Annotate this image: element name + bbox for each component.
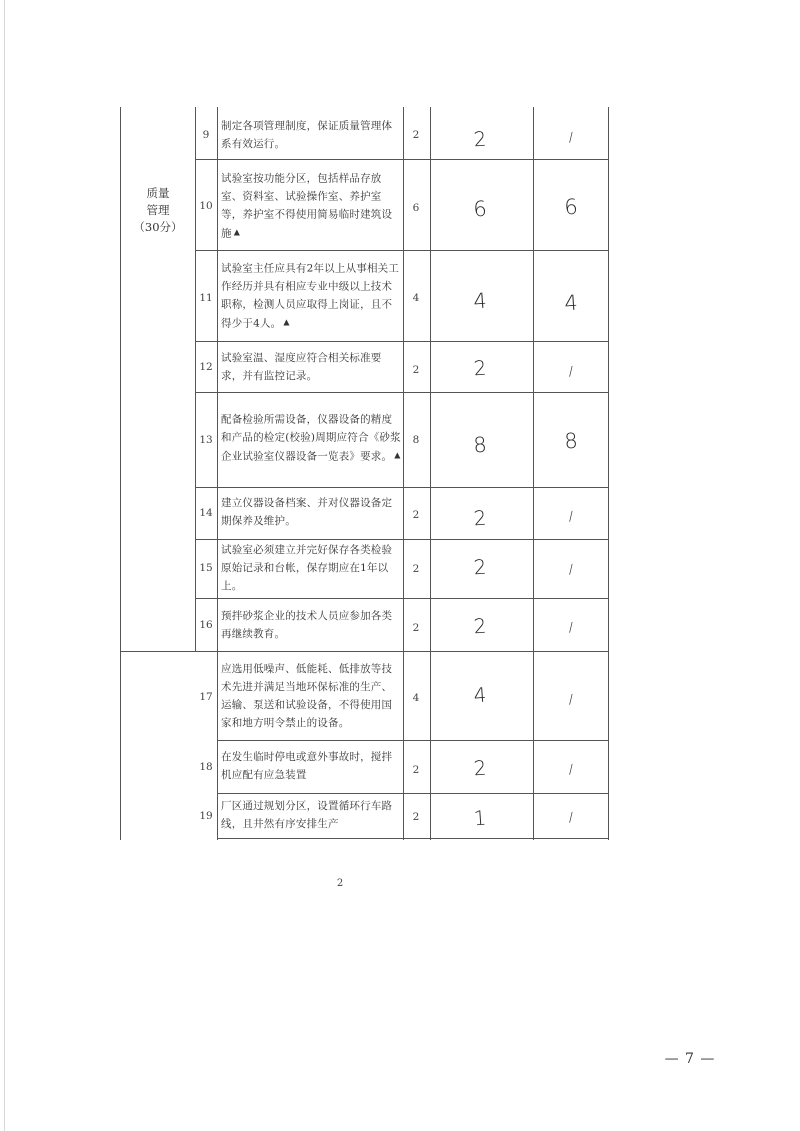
item-points: 4 <box>412 292 420 304</box>
row-divider <box>195 159 609 160</box>
item-points: 8 <box>412 434 420 446</box>
item-number: 12 <box>199 361 213 373</box>
row-divider <box>217 793 609 794</box>
item-requirement <box>221 541 401 595</box>
item-number: 19 <box>199 810 213 822</box>
inner-page-number: 2 <box>336 878 344 889</box>
item-number: 11 <box>199 292 213 304</box>
key-item-mark: ▲ <box>283 317 290 327</box>
item-number: 9 <box>202 129 210 141</box>
row-divider <box>195 539 609 540</box>
key-item-mark: ▲ <box>394 450 401 460</box>
self-score: 1 <box>472 805 488 831</box>
column-divider-requirement <box>403 107 404 840</box>
review-score: / <box>568 364 574 380</box>
self-score: 2 <box>472 755 488 781</box>
item-requirement <box>221 260 401 333</box>
review-score: / <box>568 762 574 778</box>
table-border-left <box>120 107 121 840</box>
item-number: 14 <box>199 507 213 519</box>
requirement-text: 配备检验所需设备，仪器设备的精度和产品的检定(校验)周期应符合《砂浆企业试验室仪器设备一览表》要求。 <box>221 413 401 463</box>
item-number: 17 <box>199 691 213 703</box>
item-points: 2 <box>412 563 420 575</box>
column-divider-number <box>217 107 218 840</box>
footer-page-number: — 7 — <box>664 1051 716 1067</box>
item-requirement <box>221 660 401 732</box>
item-points: 2 <box>412 364 420 376</box>
self-score: 6 <box>472 196 488 222</box>
review-score: / <box>568 509 574 525</box>
row-divider <box>195 250 609 251</box>
review-score: / <box>568 130 574 146</box>
review-score: 4 <box>563 290 579 316</box>
item-number: 16 <box>199 619 213 631</box>
category-score: （30分） <box>133 220 183 234</box>
self-score: 2 <box>472 355 488 381</box>
item-requirement <box>221 797 401 833</box>
requirement-text: 建立仪器设备档案、并对仪器设备定期保养及维护。 <box>221 497 393 527</box>
item-requirement <box>221 170 401 243</box>
review-score: 8 <box>563 428 579 454</box>
review-score: 6 <box>563 194 579 220</box>
requirement-text: 在发生临时停电或意外事故时，搅拌机应配有应急装置 <box>221 751 393 781</box>
requirement-text: 应选用低噪声、低能耗、低排放等技术先进并满足当地环保标准的生产、运输、泵送和试验设备，不得使用国家和地方明令禁止的设备。 <box>221 663 393 729</box>
item-points: 2 <box>412 764 420 776</box>
key-item-mark: ▲ <box>233 227 241 237</box>
self-score: 8 <box>472 432 488 458</box>
category-name-line1: 质量 <box>146 186 170 200</box>
self-score: 2 <box>472 554 488 580</box>
column-divider-points <box>430 107 431 840</box>
review-score: / <box>568 562 574 578</box>
scan-edge <box>4 0 5 1131</box>
requirement-text: 试验室按功能分区，包括样品存放室、资料室、试验操作室、养护室等，养护室不得使用简易临时建筑设施 <box>221 172 393 240</box>
self-score: 2 <box>472 613 488 639</box>
row-divider <box>195 487 609 488</box>
category-name-line2: 管理 <box>146 203 170 217</box>
requirement-text: 试验室温、湿度应符合相关标准要求，并有监控记录。 <box>221 352 382 382</box>
item-requirement <box>221 748 401 784</box>
review-score: / <box>568 810 574 826</box>
row-divider <box>195 341 609 342</box>
item-requirement <box>221 349 401 385</box>
item-number: 13 <box>199 434 213 446</box>
row-divider <box>217 740 609 741</box>
item-requirement <box>221 607 401 643</box>
item-requirement <box>221 117 401 153</box>
item-number: 10 <box>199 200 213 212</box>
item-points: 6 <box>412 202 420 214</box>
item-requirement <box>221 494 401 530</box>
requirement-text: 试验室必须建立并完好保存各类检验原始记录和台帐，保存期应在1年以上。 <box>221 544 393 592</box>
table-border-bottom <box>217 838 609 839</box>
row-divider <box>195 392 609 393</box>
table-border-right <box>608 107 609 840</box>
self-score: 2 <box>472 505 488 531</box>
item-points: 2 <box>412 811 420 823</box>
item-points: 4 <box>412 692 420 704</box>
requirement-text: 厂区通过规划分区，设置循环行车路线，且井然有序安排生产 <box>221 800 393 830</box>
row-divider <box>195 598 609 599</box>
section-divider <box>120 651 609 652</box>
self-score: 2 <box>472 126 488 152</box>
requirement-text: 试验室主任应具有2年以上从事相关工作经历并具有相应专业中级以上技术职称，检测人员应取得上岗证，且不得少于4人。 <box>221 262 400 330</box>
item-points: 2 <box>412 622 420 634</box>
review-score: / <box>568 620 574 636</box>
item-number: 18 <box>199 761 213 773</box>
item-number: 15 <box>199 562 213 574</box>
category-cell <box>122 185 194 255</box>
column-divider-self-score <box>533 107 534 840</box>
self-score: 4 <box>472 682 488 708</box>
item-requirement <box>221 411 401 466</box>
item-points: 2 <box>412 509 420 521</box>
self-score: 4 <box>472 288 488 314</box>
requirement-text: 预拌砂浆企业的技术人员应参加各类再继续教育。 <box>221 610 393 640</box>
item-points: 2 <box>412 129 420 141</box>
requirement-text: 制定各项管理制度，保证质量管理体系有效运行。 <box>221 120 393 150</box>
review-score: / <box>568 692 574 708</box>
